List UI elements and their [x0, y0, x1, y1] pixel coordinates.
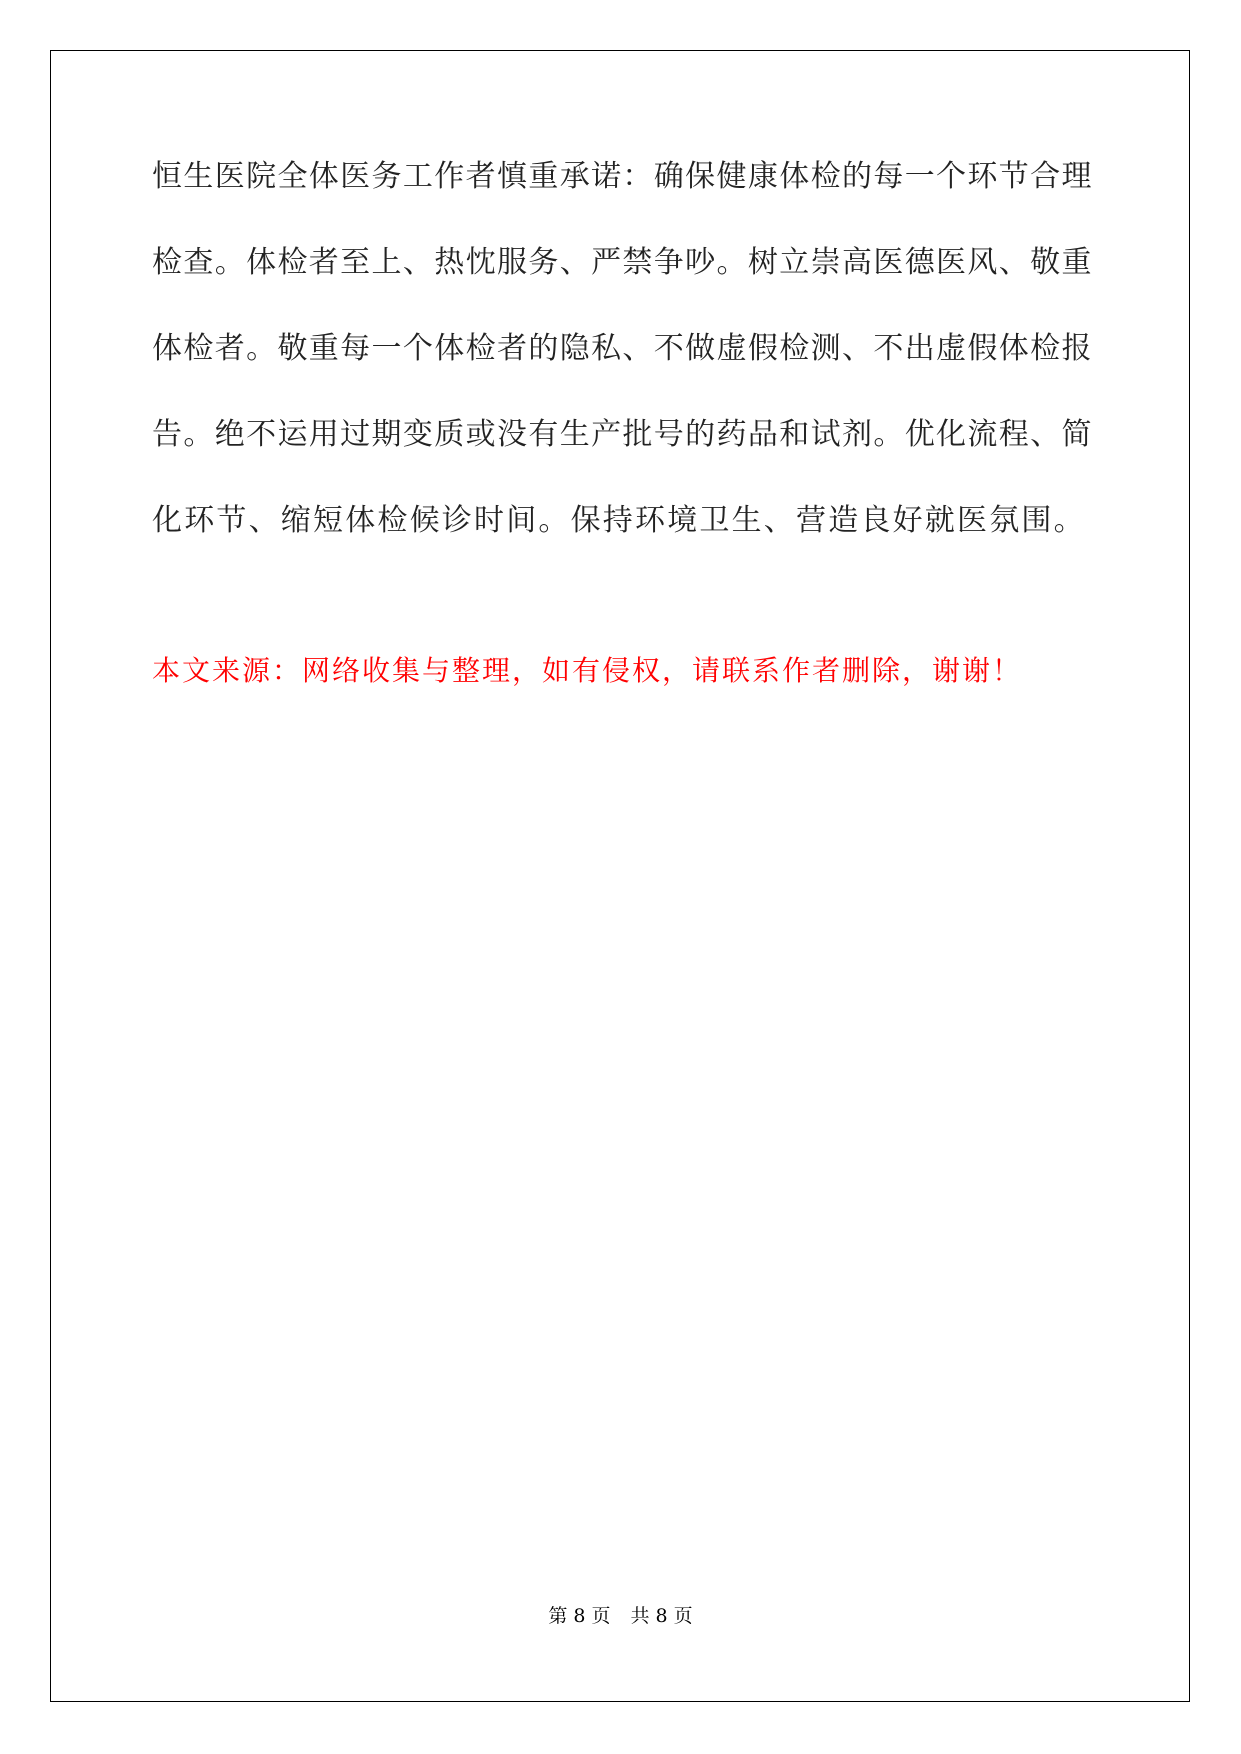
- body-line-4: 告。绝不运用过期变质或没有生产批号的药品和试剂。优化流程、简: [152, 417, 1092, 452]
- page-total: 共 8 页: [630, 1605, 693, 1627]
- body-line-5: 化环节、缩短体检候诊时间。保持环境卫生、营造良好就医氛围。: [152, 503, 1086, 538]
- page-current: 第 8 页: [548, 1605, 611, 1627]
- page-number-footer: [0, 1604, 1241, 1628]
- document-body: [152, 159, 1092, 592]
- body-line-2: 检查。体检者至上、热忱服务、严禁争吵。树立崇高医德医风、敬重: [152, 245, 1092, 280]
- body-line-3: 体检者。敬重每一个体检者的隐私、不做虚假检测、不出虚假体检报: [152, 331, 1092, 366]
- body-line-1: 恒生医院全体医务工作者慎重承诺：确保健康体检的每一个环节合理: [152, 159, 1092, 194]
- source-disclaimer: 本文来源：网络收集与整理，如有侵权，请联系作者删除，谢谢！: [152, 654, 1023, 687]
